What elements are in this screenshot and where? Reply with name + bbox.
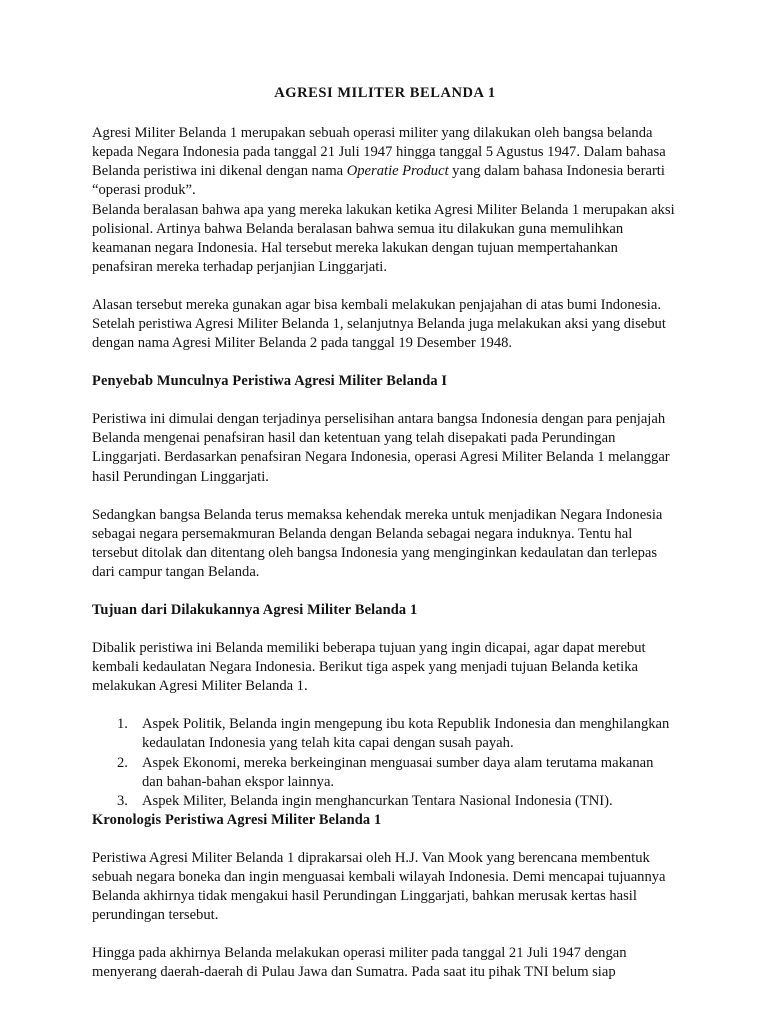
paragraph-van-mook: Peristiwa Agresi Militer Belanda 1 diprakarsai oleh H.J. Van Mook yang berencana membentuk sebuah negara boneka dan ingin menguasai kembali wilayah Indonesia. Demi mencapai tujuannya Belanda akhirnya tidak mengakui hasil Perundingan Linggarjati, bahkan merusak kertas hasil perundingan tersebut. bbox=[92, 849, 666, 924]
list-item bbox=[92, 754, 678, 792]
list-item-number: 2. bbox=[117, 754, 128, 771]
heading-spacer-after-kronologis bbox=[92, 830, 678, 849]
heading-spacer-after-penyebab bbox=[92, 391, 678, 410]
paragraph-aksi-polisional: Belanda beralasan bahwa apa yang mereka lakukan ketika Agresi Militer Belanda 1 merupakan aksi polisional. Artinya bahwa Belanda beralasan bahwa semua itu dilakukan guna memulihkan keamanan negara Indonesia. Hal tersebut mereka lakukan dengan tujuan mempertahankan penafsiran mereka terhadap perjanjian Linggarjati. bbox=[92, 201, 675, 275]
aspect-list bbox=[92, 715, 678, 810]
heading-tujuan: Tujuan dari Dilakukannya Agresi Militer Belanda 1 bbox=[92, 602, 418, 618]
list-item-text: Aspek Ekonomi, mereka berkeinginan menguasai sumber daya alam terutama makanan dan bahan-bahan ekspor lainnya. bbox=[142, 754, 654, 790]
list-item-number: 3. bbox=[117, 792, 128, 809]
heading-spacer-after-tujuan bbox=[92, 620, 678, 639]
list-item bbox=[92, 715, 678, 753]
list-item-text: Aspek Militer, Belanda ingin menghancurkan Tentara Nasional Indonesia (TNI). bbox=[142, 792, 613, 809]
heading-spacer-before-tujuan bbox=[92, 582, 678, 601]
document-body bbox=[92, 84, 678, 983]
page-title: AGRESI MILITER BELANDA 1 bbox=[274, 85, 496, 101]
paragraph-operasi-militer: Hingga pada akhirnya Belanda melakukan operasi militer pada tanggal 21 Juli 1947 dengan menyerang daerah-daerah di Pulau Jawa dan Sumatra. Pada saat itu pihak TNI belum siap bbox=[92, 945, 627, 981]
paragraph-intro bbox=[92, 124, 678, 200]
operatie-product-italic: Operatie Product bbox=[346, 163, 449, 180]
paragraph-spacer bbox=[92, 277, 678, 296]
heading-penyebab: Penyebab Munculnya Peristiwa Agresi Militer Belanda I bbox=[92, 373, 448, 390]
paragraph-perselisihan: Peristiwa ini dimulai dengan terjadinya perselisihan antara bangsa Indonesia dengan para penjajah Belanda mengenai penafsiran hasil dan ketentuan yang telah disepakati pada Perundingan Linggarjati. Berdasarkan penafsiran Negara Indonesia, operasi Agresi Militer Belanda 1 melanggar hasil Perundingan Linggarjati. bbox=[92, 411, 670, 485]
list-item bbox=[92, 792, 678, 811]
heading-spacer-before-penyebab bbox=[92, 353, 678, 372]
paragraph-spacer-2 bbox=[92, 487, 678, 506]
list-item-number: 1. bbox=[117, 716, 128, 733]
list-spacer-before bbox=[92, 696, 678, 715]
paragraph-intro-part1: Agresi Militer Belanda 1 merupakan sebuah operasi militer yang dilakukan oleh bangsa belanda kepada Negara Indonesia pada tanggal 21 Juli 1947 hingga tanggal 5 Agustus 1947. Dalam bahasa Belanda peristiwa ini dikenal dengan nama bbox=[92, 125, 666, 180]
paragraph-persemakmuran: Sedangkan bangsa Belanda terus memaksa kehendak mereka untuk menjadikan Negara Indonesia sebagai negara persemakmuran Belanda dengan Belanda sebagai negara induknya. Tentu hal tersebut ditolak dan ditentang oleh bangsa Indonesia yang menginginkan kedaulatan dan terlepas dari campur tangan Belanda. bbox=[92, 506, 663, 580]
heading-kronologis: Kronologis Peristiwa Agresi Militer Belanda 1 bbox=[92, 811, 382, 828]
paragraph-alasan: Alasan tersebut mereka gunakan agar bisa kembali melakukan penjajahan di atas bumi Indonesia. Setelah peristiwa Agresi Militer Belanda 1, selanjutnya Belanda juga melakukan aksi yang disebut dengan nama Agresi Militer Belanda 2 pada tanggal 19 Desember 1948. bbox=[92, 296, 666, 352]
paragraph-tujuan-intro: Dibalik peristiwa ini Belanda memiliki beberapa tujuan yang ingin dicapai, agar dapat merebut kembali kedaulatan Negara Indonesia. Berikut tiga aspek yang menjadi tujuan Belanda ketika melakukan Agresi Militer Belanda 1. bbox=[92, 640, 646, 695]
paragraph-spacer-3 bbox=[92, 925, 678, 944]
list-item-text: Aspek Politik, Belanda ingin mengepung ibu kota Republik Indonesia dan menghilangkan kedaulatan Indonesia yang telah kita capai dengan susah payah. bbox=[142, 716, 670, 752]
paragraph-intro-part2: yang dalam bahasa Indonesia berarti “operasi produk”. bbox=[92, 163, 665, 199]
